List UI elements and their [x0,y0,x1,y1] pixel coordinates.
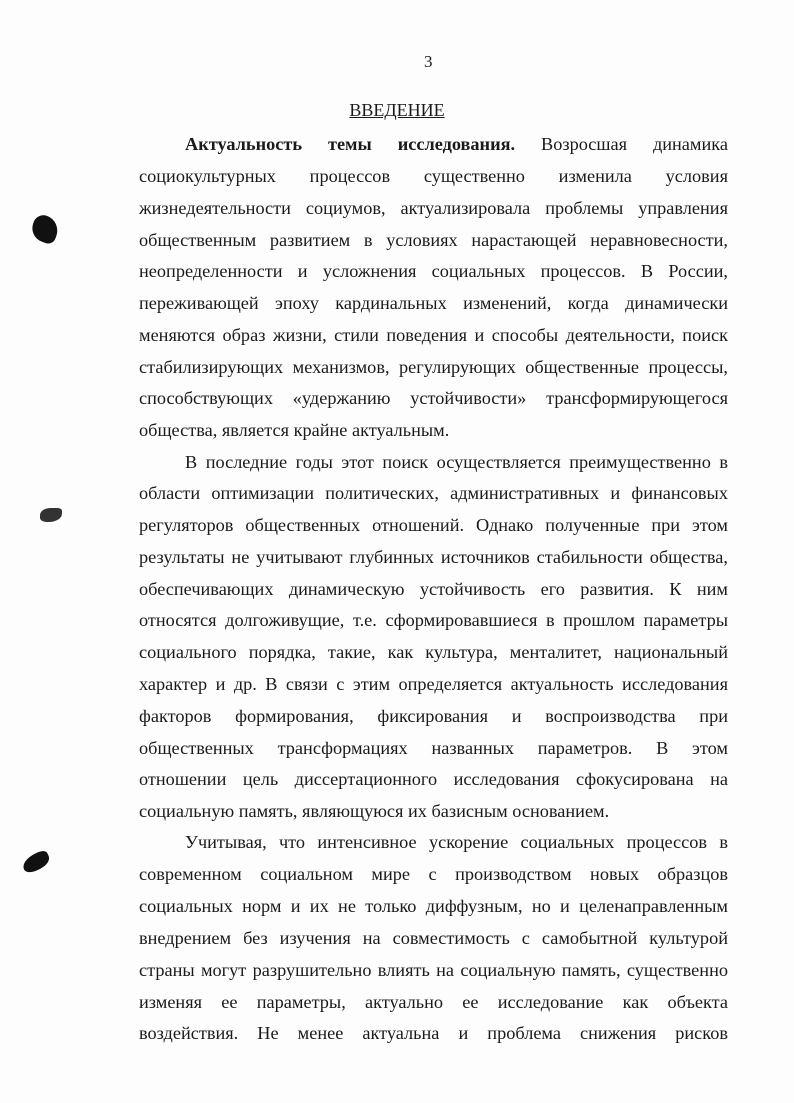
paragraph-line [139,546,728,568]
paragraph-line [139,482,728,504]
scan-blot-mark [40,508,62,522]
paragraph-line [139,229,728,251]
line-text: общественным развитием в условиях нарастающей неравновесности, [139,230,728,250]
line-text: результаты не учитывают глубинных источников стабильности общества, [139,547,728,567]
line-text: социальных норм и их не только диффузным, но и целенаправленным [139,896,728,916]
paragraph-line [139,927,728,949]
line-text: регуляторов общественных отношений. Однако полученные при этом [139,515,728,535]
page-number: 3 [424,52,433,71]
paragraph-line [139,1022,728,1044]
paragraph-line [139,292,728,314]
paragraph-line [139,514,728,536]
line-text: неопределенности и усложнения социальных процессов. В России, [139,261,728,281]
line-text: внедрением без изучения на совместимость с самобытной культурой [139,928,728,948]
paragraph-line [139,737,728,759]
line-text: социального порядка, такие, как культура, менталитет, национальный [139,642,728,662]
line-text: Возросшая динамика [515,134,728,154]
line-text: характер и др. В связи с этим определяется актуальность исследования [139,674,728,694]
paragraph-line [185,451,728,473]
line-text: относятся долгоживущие, т.е. сформировавшиеся в прошлом параметры [139,610,728,630]
line-text: факторов формирования, фиксирования и воспроизводства при [139,706,728,726]
line-text: В последние годы этот поиск осуществляется преимущественно в [185,452,728,472]
paragraph-line [139,387,728,409]
line-text: отношении цель диссертационного исследования сфокусирована на [139,769,728,789]
line-text: общественных трансформациях названных параметров. В этом [139,738,728,758]
line-text: меняются образ жизни, стили поведения и способы деятельности, поиск [139,325,728,345]
paragraph-line [139,673,728,695]
paragraph-line [185,133,728,155]
bold-lead-phrase: Актуальность темы исследования. [185,134,516,154]
paragraph-line [139,324,728,346]
paragraph-line [139,768,728,790]
line-text: воздействия. Не менее актуальна и проблема снижения рисков [139,1023,728,1043]
line-text: современном социальном мире с производством новых образцов [139,864,728,884]
line-text: переживающей эпоху кардинальных изменений, когда динамически [139,293,728,313]
paragraph-line [139,641,728,663]
line-text: области оптимизации политических, административных и финансовых [139,483,728,503]
paragraph-line [139,800,728,822]
line-text: стабилизирующих механизмов, регулирующих общественные процессы, [139,357,728,377]
section-heading: ВВЕДЕНИЕ [349,100,445,120]
paragraph-line [139,863,728,885]
paragraph-line [139,609,728,631]
paragraph-line [139,578,728,600]
paragraph-line [139,165,728,187]
paragraph-line [139,895,728,917]
line-text: жизнедеятельности социумов, актуализировала проблемы управления [139,198,728,218]
line-text: изменяя ее параметры, актуально ее исследование как объекта [139,992,728,1012]
paragraph-line [139,705,728,727]
paragraph-line [185,831,728,853]
line-text: страны могут разрушительно влиять на социальную память, существенно [139,960,728,980]
paragraph-line [139,197,728,219]
paragraph-line [139,356,728,378]
line-text: социокультурных процессов существенно изменила условия [139,166,728,186]
paragraph-line [139,419,728,441]
scan-blot-mark [20,849,52,875]
line-text: обеспечивающих динамическую устойчивость его развития. К ним [139,579,728,599]
scan-blot-mark [28,212,61,245]
paragraph-line [139,959,728,981]
line-text: общества, является крайне актуальным. [139,420,450,440]
line-text: социальную память, являющуюся их базисным основанием. [139,801,610,821]
paragraph-line [139,260,728,282]
line-text: способствующих «удержанию устойчивости» трансформирующегося [139,388,728,408]
paragraph-line [139,991,728,1013]
line-text: Учитывая, что интенсивное ускорение социальных процессов в [185,832,728,852]
